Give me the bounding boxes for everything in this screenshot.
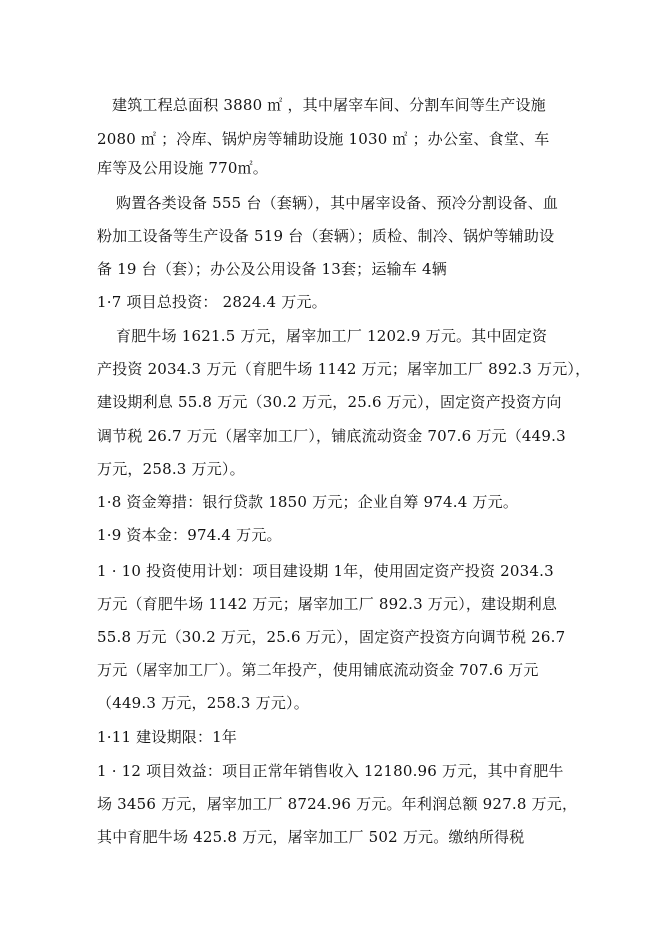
paragraph-line-3: 库等及公用设施 770㎡。 <box>97 159 268 177</box>
section-1-9-line: 1·9 资本金：974.4 万元。 <box>97 526 282 544</box>
paragraph-line-10: 建设期利息 55.8 万元（30.2 万元，25.6 万元），固定资产投资方向 <box>97 393 562 411</box>
paragraph-line-23: 其中育肥牛场 425.8 万元，屠宰加工厂 502 万元。缴纳所得税 <box>97 828 525 846</box>
section-1-8-line: 1·8 资金筹措：银行贷款 1850 万元；企业自筹 974.4 万元。 <box>97 493 519 511</box>
paragraph-line-1: 建筑工程总面积 3880 ㎡ ，其中屠宰车间、分割车间等生产设施 <box>112 96 546 114</box>
paragraph-line-16: 万元（育肥牛场 1142 万元；屠宰加工厂 892.3 万元），建设期利息 <box>97 595 558 613</box>
section-1-12-line: 1 · 12 项目效益：项目正常年销售收入 12180.96 万元，其中育肥牛 <box>97 762 564 780</box>
section-1-10-line: 1 · 10 投资使用计划：项目建设期 1年，使用固定资产投资 2034.3 <box>97 562 554 580</box>
paragraph-line-18: 万元（屠宰加工厂）。第二年投产，使用铺底流动资金 707.6 万元 <box>97 661 539 679</box>
paragraph-line-17: 55.8 万元（30.2 万元，25.6 万元），固定资产投资方向调节税 26.7 <box>97 628 566 646</box>
paragraph-line-12: 万元，258.3 万元）。 <box>97 460 245 478</box>
paragraph-line-8: 育肥牛场 1621.5 万元，屠宰加工厂 1202.9 万元。其中固定资 <box>116 327 548 345</box>
paragraph-line-11: 调节税 26.7 万元（屠宰加工厂），铺底流动资金 707.6 万元（449.3 <box>97 427 566 445</box>
paragraph-line-2: 2080 ㎡ ；冷库、锅炉房等辅助设施 1030 ㎡ ；办公室、食堂、车 <box>97 130 550 148</box>
paragraph-line-5: 粉加工设备等生产设备 519 台（套辆）；质检、制冷、锅炉等辅助设 <box>97 227 555 245</box>
paragraph-line-6: 备 19 台（套）；办公及公用设备 13套；运输车 4辆 <box>97 260 447 278</box>
paragraph-line-4: 购置各类设备 555 台（套辆），其中屠宰设备、预冷分割设备、血 <box>116 194 559 212</box>
section-1-11-line: 1·11 建设期限：1年 <box>97 728 238 746</box>
paragraph-line-22: 场 3456 万元，屠宰加工厂 8724.96 万元。年利润总额 927.8 万元， <box>97 795 578 813</box>
paragraph-line-9: 产投资 2034.3 万元（育肥牛场 1142 万元；屠宰加工厂 892.3 万元）， <box>97 360 591 378</box>
paragraph-line-19: （449.3 万元，258.3 万元）。 <box>97 694 309 712</box>
section-1-7-line: 1·7 项目总投资： 2824.4 万元。 <box>97 293 327 311</box>
